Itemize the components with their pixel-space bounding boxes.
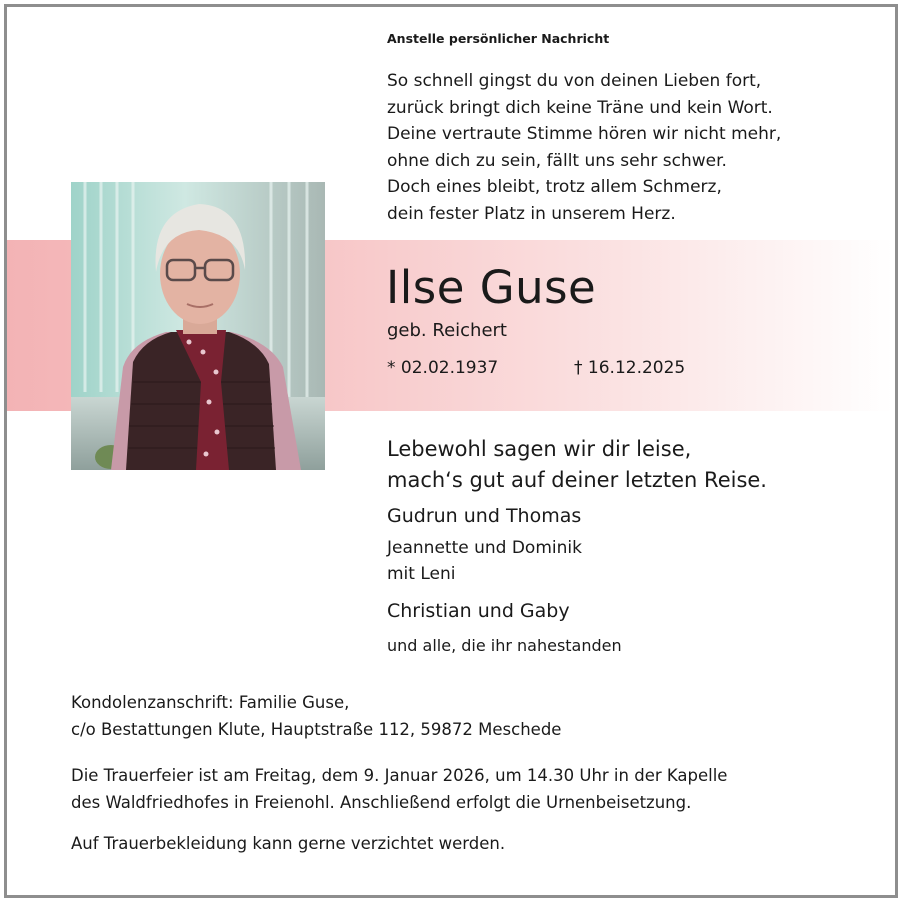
- birth-date: * 02.02.1937: [387, 358, 499, 378]
- poem-line: dein fester Platz in unserem Herz.: [387, 203, 676, 224]
- family-line: mit Leni: [387, 564, 456, 584]
- memorial-poem: [387, 68, 781, 227]
- poem-line: zurück bringt dich keine Träne und kein Wort.: [387, 97, 773, 118]
- family-line: und alle, die ihr nahestanden: [387, 636, 622, 655]
- deceased-name: Ilse Guse: [386, 261, 597, 314]
- portrait-photo: [71, 182, 325, 470]
- farewell-line: mach‘s gut auf deiner letzten Reise.: [387, 468, 767, 492]
- poem-line: So schnell gingst du von deinen Lieben fort,: [387, 71, 762, 91]
- ceremony-info: [71, 762, 727, 816]
- farewell-verse: [387, 434, 767, 496]
- poem-line: Doch eines bleibt, trotz allem Schmerz,: [387, 177, 722, 197]
- poem-line: ohne dich zu sein, fällt uns sehr schwer.: [387, 150, 727, 171]
- family-line: Gudrun und Thomas: [387, 505, 582, 527]
- ceremony-line: des Waldfriedhofes in Freienohl. Anschließend erfolgt die Urnenbeisetzung.: [71, 793, 692, 812]
- condolence-address: [71, 689, 561, 743]
- attire-note: Auf Trauerbekleidung kann gerne verzichtet werden.: [71, 834, 506, 853]
- condolence-line: Kondolenzanschrift: Familie Guse,: [71, 693, 350, 712]
- family-line: Jeannette und Dominik: [387, 538, 582, 558]
- ceremony-line: Die Trauerfeier ist am Freitag, dem 9. Januar 2026, um 14.30 Uhr in der Kapelle: [71, 766, 728, 785]
- farewell-line: Lebewohl sagen wir dir leise,: [387, 437, 692, 461]
- death-date: † 16.12.2025: [574, 358, 686, 378]
- maiden-name: geb. Reichert: [387, 320, 507, 341]
- notice-heading: Anstelle persönlicher Nachricht: [387, 31, 610, 46]
- poem-line: Deine vertraute Stimme hören wir nicht mehr,: [387, 124, 782, 144]
- family-group: [387, 535, 582, 587]
- family-line: Christian und Gaby: [387, 600, 570, 622]
- condolence-line: c/o Bestattungen Klute, Hauptstraße 112, 59872 Meschede: [71, 720, 562, 739]
